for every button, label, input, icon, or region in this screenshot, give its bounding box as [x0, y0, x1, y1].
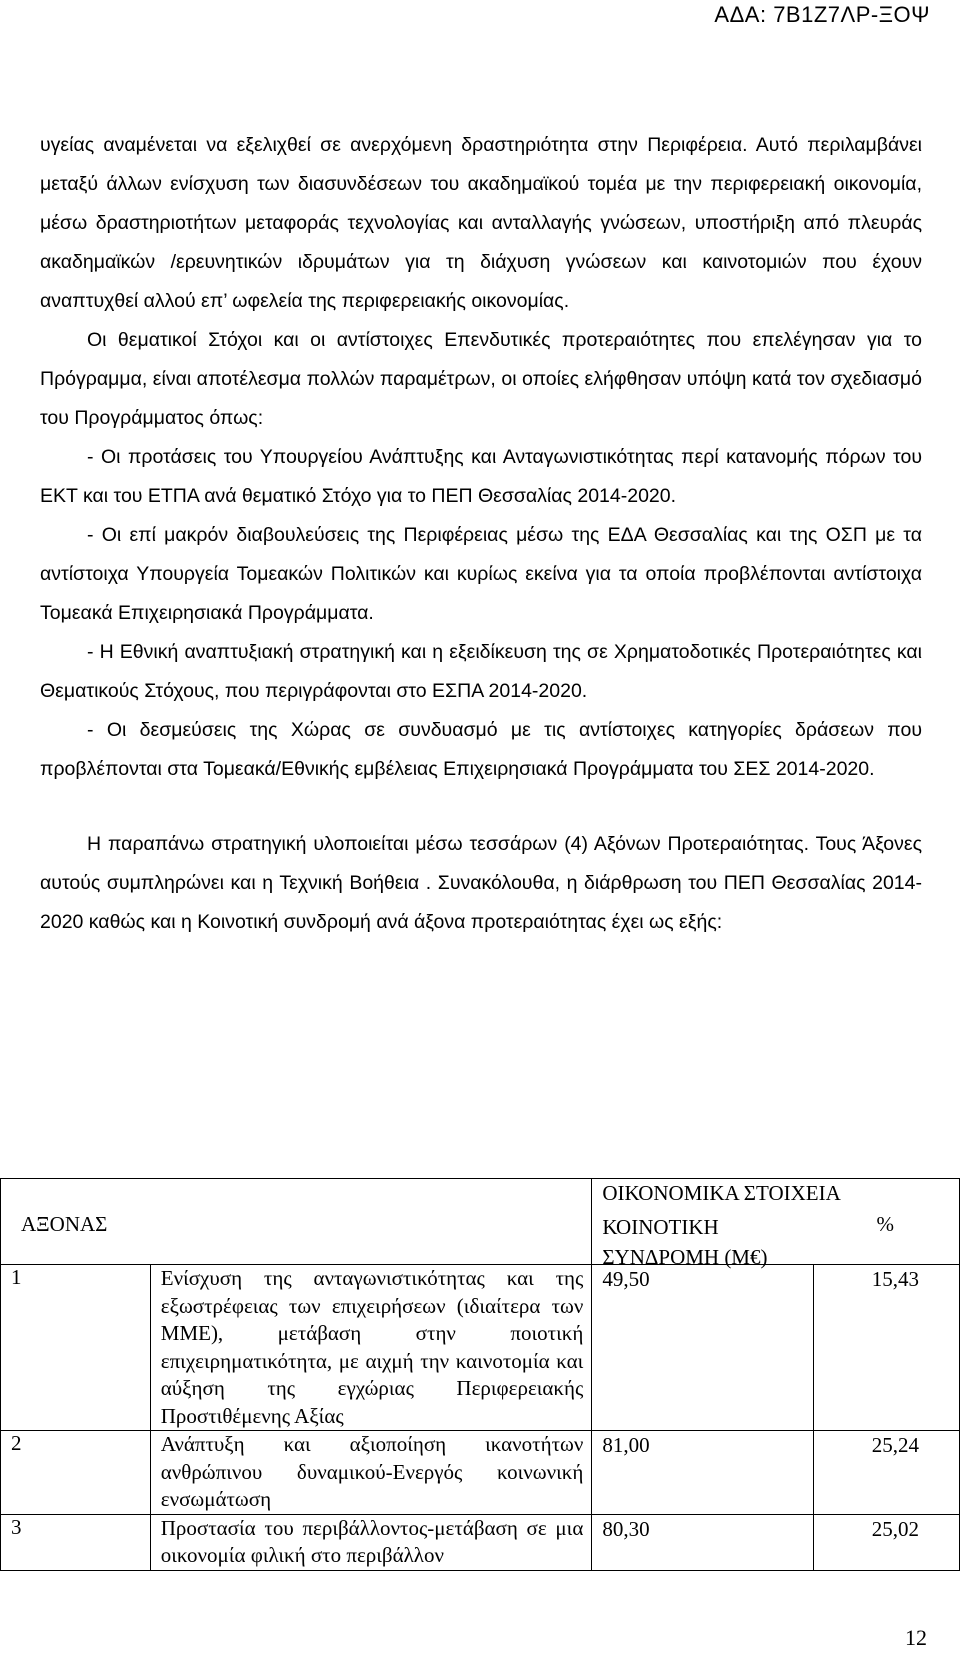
table-header-row	[1, 1179, 960, 1265]
axis-description: Ενίσχυση της ανταγωνιστικότητας και της εξωστρέφειας των επιχειρήσεων (ιδιαίτερα των ΜΜΕ), μετάβαση στην ποιοτική επιχειρηματικότητα, με αιχμή την καινοτομία και αύξηση της εγχώριας Περιφερειακής Προστιθέμενης Αξίας	[150, 1265, 592, 1431]
paragraph-spacer	[40, 789, 922, 825]
bullet-item: - Η Εθνική αναπτυξιακή στρατηγική και η εξειδίκευση της σε Χρηματοδοτικές Προτεραιότητες και Θεματικούς Στόχους, που περιγράφονται στο ΕΣΠΑ 2014-2020.	[40, 641, 922, 702]
table-row	[1, 1265, 960, 1431]
axis-percent: 25,02	[814, 1514, 960, 1570]
axis-percent: 25,24	[814, 1431, 960, 1515]
financial-header: ΟΙΚΟΝΟΜΙΚΑ ΣΤΟΙΧΕΙΑ	[602, 1181, 841, 1205]
axis-number: 2	[1, 1431, 151, 1515]
axonas-header-cell	[1, 1179, 592, 1265]
table-row	[1, 1431, 960, 1515]
financial-header-cell	[592, 1179, 960, 1269]
bullet-item: - Οι επί μακρόν διαβουλεύσεις της Περιφέρειας μέσω της ΕΔΑ Θεσσαλίας και της ΟΣΠ με τα αντίστοιχα Υπουργεία Τομεακών Πολιτικών και κυρίως εκείνα για τα οποία προβλέπονται αντίστοιχα Τομεακά Επιχειρησιακά Προγράμματα.	[40, 524, 922, 624]
axes-table	[0, 1178, 960, 1571]
axis-amount: 80,30	[592, 1514, 814, 1570]
axonas-header: ΑΞΟΝΑΣ	[21, 1212, 108, 1236]
axis-amount: 49,50	[592, 1265, 814, 1431]
axis-number: 1	[1, 1265, 151, 1431]
bullet-item: - Οι δεσμεύσεις της Χώρας σε συνδυασμό με τις αντίστοιχες κατηγορίες δράσεων που προβλέπονται στα Τομεακά/Εθνικής εμβέλειας Επιχειρησιακά Προγράμματα του ΣΕΣ 2014-2020.	[40, 719, 922, 780]
page-number: 12	[905, 1625, 927, 1650]
axis-description: Προστασία του περιβάλλοντος-μετάβαση σε μια οικονομία φιλική στο περιβάλλον	[150, 1514, 592, 1570]
table-row	[1, 1514, 960, 1570]
document-code: ΑΔΑ: 7Β1Ζ7ΛΡ-ΞΟΨ	[714, 2, 930, 27]
paragraph-strategy: Η παραπάνω στρατηγική υλοποιείται μέσω τεσσάρων (4) Αξόνων Προτεραιότητας. Τους Άξονες αυτούς συμπληρώνει και η Τεχνική Βοήθεια . Συνακόλουθα, η διάρθρωση του ΠΕΠ Θεσσαλίας 2014-2020 καθώς και η Κοινοτική συνδρομή ανά άξονα προτεραιότητας έχει ως εξής:	[40, 833, 922, 933]
paragraph-intro: υγείας αναμένεται να εξελιχθεί σε ανερχόμενη δραστηριότητα στην Περιφέρεια. Αυτό περιλαμβάνει μεταξύ άλλων ενίσχυση των διασυνδέσεων του ακαδημαϊκού τομέα με την περιφερειακή οικονομία, μέσω δραστηριοτήτων μεταφοράς τεχνολογίας και ανταλλαγής γνώσεων, υποστήριξη από πλευράς ακαδημαϊκών /ερευνητικών ιδρυμάτων για τη διάχυση γνώσεων και καινοτομιών που έχουν αναπτυχθεί αλλού επ’ ωφελεία της περιφερειακής οικονομίας.	[40, 134, 922, 312]
axis-number: 3	[1, 1514, 151, 1570]
bullet-item: - Οι προτάσεις του Υπουργείου Ανάπτυξης και Ανταγωνιστικότητας περί κατανομής πόρων του ΕΚΤ και του ΕΤΠΑ ανά θεματικό Στόχο για το ΠΕΠ Θεσσαλίας 2014-2020.	[40, 446, 922, 507]
community-header: ΚΟΙΝΟΤΙΚΗ ΣΥΝΔΡΟΜΗ (Μ€)	[602, 1215, 768, 1269]
percent-header: %	[876, 1212, 894, 1236]
axis-amount: 81,00	[592, 1431, 814, 1515]
axis-description: Ανάπτυξη και αξιοποίηση ικανοτήτων ανθρώπινου δυναμικού-Ενεργός κοινωνική ενσωμάτωση	[150, 1431, 592, 1515]
document-body	[40, 126, 922, 942]
axis-percent: 15,43	[814, 1265, 960, 1431]
paragraph-objectives: Οι θεματικοί Στόχοι και οι αντίστοιχες Επενδυτικές προτεραιότητες που επελέγησαν για το Πρόγραμμα, είναι αποτέλεσμα πολλών παραμέτρων, οι οποίες ελήφθησαν υπόψη κατά τον σχεδιασμό του Προγράμματος όπως:	[40, 329, 922, 429]
